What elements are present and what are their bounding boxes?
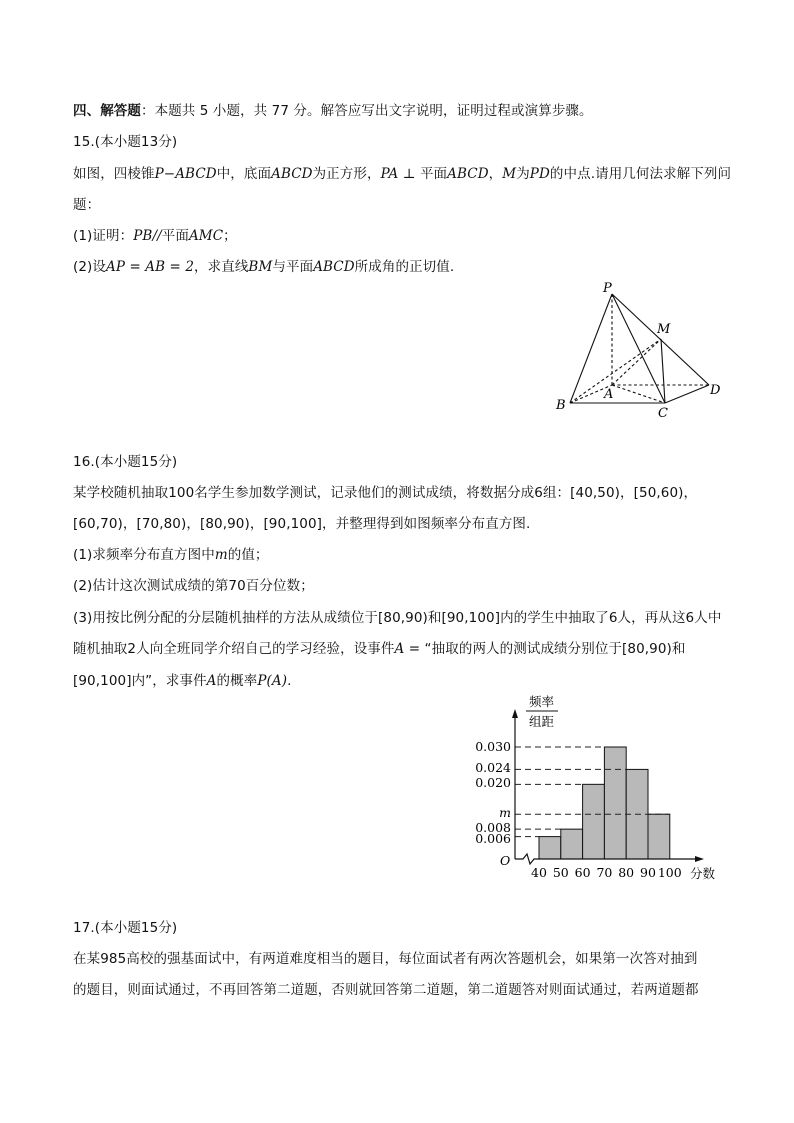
q15-part2 xyxy=(73,257,454,277)
x-tick-label: 60 xyxy=(574,865,591,880)
q17-stem-line2: 的题目，则面试通过，不再回答第二道题，否则就回答第二道题，第二道题答对则面试通过，若两道题都 xyxy=(73,982,699,998)
q17-header: 17.(本小题15分) xyxy=(73,920,178,936)
y-axis-label-denominator: 组距 xyxy=(529,714,555,729)
y-tick-label: m xyxy=(499,805,511,820)
q15-header: 15.(本小题13分) xyxy=(73,134,178,150)
math: BM xyxy=(248,259,273,275)
histogram-bar xyxy=(626,769,648,859)
q16-header: 16.(本小题15分) xyxy=(73,454,178,470)
vertex-label-a: A xyxy=(604,387,614,402)
q16-part3-line3 xyxy=(73,671,292,691)
section-heading-instructions: ：本题共 5 小题，共 77 分。解答应写出文字说明，证明过程或演算步骤。 xyxy=(141,103,593,119)
math: ABCD xyxy=(447,166,489,182)
text: 随机抽取2人向全班同学介绍自己的学习经验，设事件 xyxy=(73,641,395,657)
origin-label: O xyxy=(500,853,511,868)
histogram-bar xyxy=(648,814,670,859)
y-tick-label: 0.020 xyxy=(475,775,511,790)
text: 平面 xyxy=(419,166,448,182)
q15-stem-line1 xyxy=(73,164,731,184)
vertex-label-d: D xyxy=(710,383,721,398)
q16-stem-line2: [60,70)，[70,80)，[80,90)，[90,100]，并整理得到如图频率分布直方图. xyxy=(73,516,531,532)
q16-part3-line1: (3)用按比例分配的分层随机抽样的方法从成绩位于[80,90)和[90,100]内的学生中抽取了6人，再从这6人中 xyxy=(73,610,722,626)
math: PA ⊥ xyxy=(380,166,420,182)
text: (2)设 xyxy=(73,259,107,275)
q15-stem-line2: 题： xyxy=(73,197,101,213)
text: 为 xyxy=(516,166,530,182)
y-axis-arrow-icon xyxy=(512,709,518,718)
math: PD xyxy=(529,166,550,182)
q15-part1 xyxy=(73,226,237,246)
y-tick-label: 0.008 xyxy=(475,820,511,835)
text: 的值； xyxy=(227,547,269,563)
histogram-bar xyxy=(539,837,561,859)
math: PB// xyxy=(133,228,162,244)
math: ABCD xyxy=(271,166,313,182)
math: m xyxy=(214,547,228,563)
histogram-bar xyxy=(583,784,605,859)
histogram-bar xyxy=(561,829,583,859)
x-tick-label: 80 xyxy=(618,865,635,880)
math: AMC xyxy=(188,228,224,244)
text: 为正方形， xyxy=(312,166,381,182)
q17-stem-line1: 在某985高校的强基面试中，有两道难度相当的题目，每位面试者有两次答题机会，如果第一次答对抽到 xyxy=(73,951,698,967)
vertex-label-c: C xyxy=(658,406,668,421)
x-axis-label: 分数 xyxy=(690,866,716,881)
text: 如图，四棱锥 xyxy=(73,166,155,182)
x-tick-label: 70 xyxy=(596,865,613,880)
vertex-label-m: M xyxy=(657,322,671,337)
x-axis-arrow-icon xyxy=(695,856,704,862)
math: A xyxy=(206,673,217,689)
section-heading xyxy=(73,101,593,121)
vertex-label-b: B xyxy=(556,398,566,413)
histogram-bars xyxy=(539,747,670,859)
text: ， xyxy=(488,166,503,182)
y-tick-label: 0.006 xyxy=(475,831,511,846)
q16-part2: (2)估计这次测试成绩的第70百分位数； xyxy=(73,578,314,594)
x-tick-label: 90 xyxy=(640,865,656,880)
text: 平面 xyxy=(161,228,189,244)
histogram-bar xyxy=(604,747,626,859)
math: A = xyxy=(394,641,425,657)
text: (1)证明： xyxy=(73,228,134,244)
vertex-label-p: P xyxy=(603,281,612,296)
y-tick-label: 0.024 xyxy=(475,760,511,775)
text: 所成角的正切值. xyxy=(354,259,455,275)
math: P(A) xyxy=(257,673,288,689)
y-axis-label-numerator: 频率 xyxy=(529,694,555,709)
text: 与平面 xyxy=(272,259,314,275)
text: ，求直线 xyxy=(194,259,249,275)
x-tick-label: 50 xyxy=(552,865,569,880)
section-heading-title: 四、解答题 xyxy=(73,103,141,119)
text: (1)求频率分布直方图中 xyxy=(73,547,215,563)
q16-part1 xyxy=(73,545,269,565)
text: 中，底面 xyxy=(216,166,272,182)
q16-part3-line2 xyxy=(73,639,686,659)
q16-stem-line1: 某学校随机抽取100名学生参加数学测试，记录他们的测试成绩，将数据分成6组：[40,50)，[50,60)， xyxy=(73,485,698,501)
text: “抽取的两人的测试成绩分别位于[80,90)和 xyxy=(424,641,686,657)
math: ABCD xyxy=(313,259,355,275)
text: ； xyxy=(223,228,237,244)
math: P−ABCD xyxy=(154,166,217,182)
x-tick-label: 100 xyxy=(657,865,682,880)
text: 的概率 xyxy=(216,673,258,689)
text: 的中点.请用几何法求解下列问 xyxy=(549,166,732,182)
math: AP = AB = 2 xyxy=(106,259,195,275)
text: . xyxy=(287,673,292,689)
y-tick-label: 0.030 xyxy=(475,739,511,754)
math: M xyxy=(502,166,517,182)
text: [90,100]内”，求事件 xyxy=(73,673,207,689)
x-tick-label: 40 xyxy=(531,865,547,880)
